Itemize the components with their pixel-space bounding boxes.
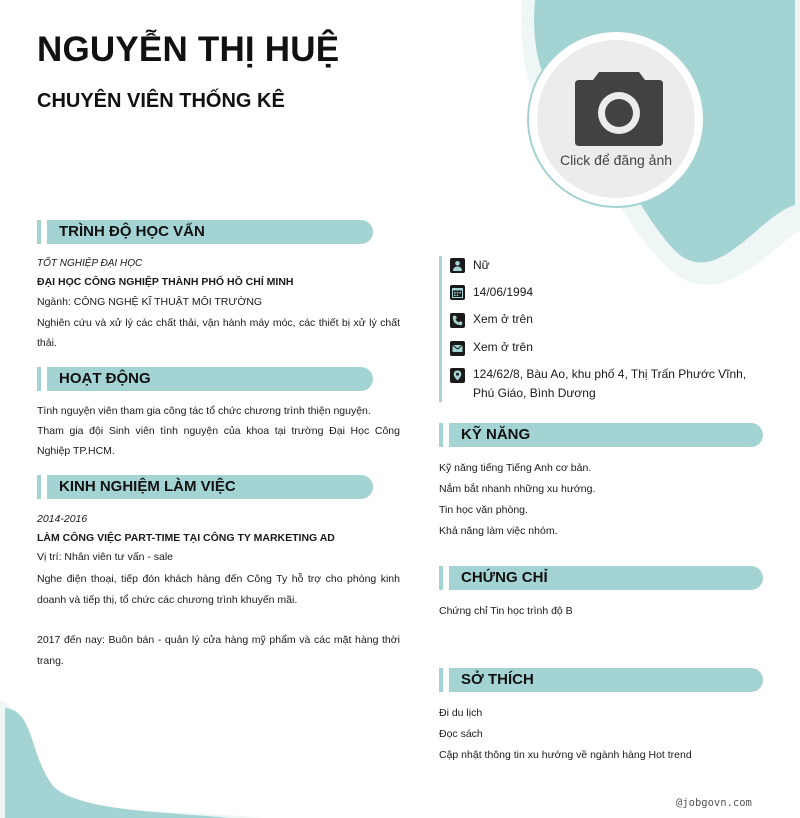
section-hobbies-heading: SỞ THÍCH [449, 668, 763, 692]
experience-company: LÀM CÔNG VIỆC PART-TIME TẠI CÔNG TY MARKETING AD [37, 532, 335, 544]
job-title: CHUYÊN VIÊN THỐNG KÊ [37, 90, 285, 112]
hobby-item: Cập nhật thông tin xu hướng về ngành hàng Hot trend [439, 749, 692, 761]
activity-item: Tham gia đội Sinh viên tình nguyện của khoa tại trường Đại Học Công Nghiệp TP.HCM. [37, 425, 400, 457]
experience-position: Vị trí: Nhân viên tư vấn - sale [37, 551, 174, 563]
section-certificates-heading: CHỨNG CHỈ [449, 566, 763, 590]
phone-icon [450, 313, 465, 328]
skill-item: Tin học văn phòng. [439, 504, 528, 516]
education-description: Nghiên cứu và xử lý các chất thải, vận hành máy móc, các thiết bị xử lý chất thải. [37, 317, 400, 349]
experience-duties: Nghe điện thoại, tiếp đón khách hàng đến Công Ty hỗ trợ cho phòng kinh doanh và tiếp thị, tổ chức các chương trình khuyến mãi. [37, 573, 400, 606]
calendar-icon [450, 285, 465, 300]
contact-divider [439, 256, 442, 402]
camera-icon [571, 64, 667, 150]
person-icon [450, 258, 465, 273]
hobby-item: Đi du lịch [439, 707, 483, 719]
activity-item: Tình nguyện viên tham gia công tác tổ chức chương trình thiện nguyện. [37, 405, 371, 417]
mail-icon [450, 341, 465, 356]
section-experience-heading: KINH NGHIỆM LÀM VIỆC [47, 475, 373, 499]
hobby-item: Đọc sách [439, 728, 483, 740]
experience-period: 2014-2016 [37, 513, 88, 525]
candidate-name: NGUYỄN THỊ HUỆ [37, 30, 340, 69]
experience-current: 2017 đến nay: Buôn bán - quản lý cửa hàng mỹ phẩm và các mặt hàng thời trang. [37, 634, 400, 667]
contact-phone: Xem ở trên [473, 312, 533, 326]
skill-item: Kỹ năng tiếng Tiếng Anh cơ bản. [439, 462, 592, 474]
location-icon [450, 368, 465, 383]
education-degree: TỐT NGHIỆP ĐẠI HỌC [37, 258, 143, 269]
contact-email: Xem ở trên [473, 340, 533, 354]
section-activities-heading: HOẠT ĐỘNG [47, 367, 373, 391]
contact-gender: Nữ [473, 258, 490, 272]
education-major: Ngành: CÔNG NGHỆ KĨ THUẬT MÔI TRƯỜNG [37, 296, 263, 308]
skill-item: Nắm bắt nhanh những xu hướng. [439, 483, 596, 495]
contact-address: 124/62/8, Bàu Ao, khu phố 4, Thị Trấn Phước Vĩnh, Phú Giáo, Bình Dương [473, 367, 747, 400]
section-skills-heading: KỸ NĂNG [449, 423, 763, 447]
education-school: ĐẠI HỌC CÔNG NGHIỆP THÀNH PHỐ HỒ CHÍ MINH [37, 276, 294, 288]
footer-watermark: @jobgovn.com [676, 797, 752, 809]
section-education-heading: TRÌNH ĐỘ HỌC VẤN [47, 220, 373, 244]
decorative-blob-bottom [0, 700, 260, 818]
skill-item: Khả năng làm việc nhóm. [439, 525, 558, 537]
photo-upload-label: Click để đăng ảnh [559, 152, 673, 168]
certificate-item: Chứng chỉ Tin học trình độ B [439, 605, 573, 617]
contact-birthday: 14/06/1994 [473, 285, 534, 299]
photo-placeholder [537, 40, 695, 198]
photo-upload[interactable] [527, 30, 705, 208]
